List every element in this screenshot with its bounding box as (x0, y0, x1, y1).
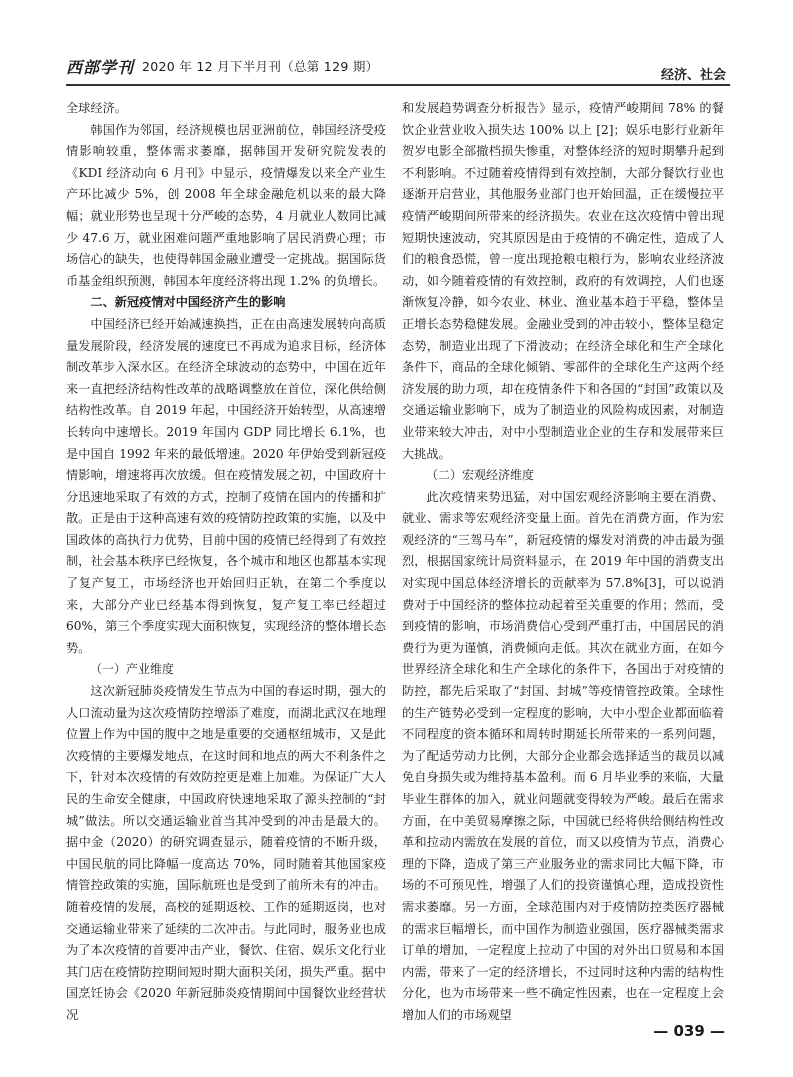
subsection-heading: （二）宏观经济维度 (426, 468, 535, 483)
right-column (402, 98, 724, 1027)
page-number: — 039 — (653, 1022, 725, 1040)
section-title: 经济、社会 (660, 68, 726, 83)
paragraph: 中国经济已经开始减速换挡，正在由高速发展转向高质量发展阶段，经济发展的速度已不再成为追求目标，经济体制改革步入深水区。在经济全球波动的态势中，中国在近年来一直把经济结构性改革的战略调整放在首位，深化供给侧结构性改革。自 2019 年起，中国经济开始转型，从高速增长转向中速增长。2019 年国内 GDP 同比增长 6.1%，也是中国自 1992 年来的最低增速。2020 年伊始受到新冠疫情影响，增速将再次放缓。但在疫情发展之初，中国政府十分迅速地采取了有效的方式，控制了疫情在国内的传播和扩散。正是由于这种高速有效的疫情防控政策的实施，以及中国政体的高执行力优势，目前中国的疫情已经得到了有效控制，社会基本秩序已经恢复，各个城市和地区也都基本实现了复产复工，市场经济也开始回归正轨，在第二个季度以来，大部分产业已经基本得到恢复，复产复工率已经超过 60%，第三个季度实现大面积恢复，实现经济的整体增长态势。 (66, 316, 386, 655)
journal-logo: 西部学刊 (66, 58, 135, 77)
issue-info: 2020 年 12 月下半月刊（总第 129 期） (142, 59, 379, 74)
paragraph: 此次疫情来势迅猛，对中国宏观经济影响主要在消费、就业、需求等宏观经济变量上面。首先在消费方面，作为宏观经济的“三驾马车”，新冠疫情的爆发对消费的冲击最为强烈，根据国家统计局资料显示，在 2019 年中国的消费支出对实现中国总体经济增长的贡献率为 57.8%[3]，可以说消费对于中国经济的整体拉动起着至关重要的作用；然而，受到疫情的影响，市场消费信心受到严重打击，中国居民的消费行为更为谨慎，消费倾向走低。其次在就业方面，在如今世界经济全球化和生产全球化的条件下，各国出于对疫情的防控，都先后采取了“封国、封城”等疫情管控政策。全球性的生产链势必受到一定程度的影响，大中小型企业都面临着不同程度的资本循环和周转时期延长所带来的一系列问题，为了配适劳动力比例，大部分企业都会选择适当的裁员以减免自身损失或为维持基本盈利。而 6 月毕业季的来临，大量毕业生群体的加入，就业问题就变得较为严峻。最后在需求方面，在中美贸易摩擦之际，中国就已经将供给侧结构性改革和拉动内需放在发展的首位，而又以疫情为节点，消费心理的下降，造成了第三产业服务业的需求同比大幅下降，市场的不可预见性，增强了人们的投资谨慎心理，造成投资性需求萎靡。另一方面，全球范围内对于疫情防控类医疗器械的需求巨幅增长，而中国作为制造业强国，医疗器械类需求订单的增加，一定程度上拉动了中国的对外出口贸易和本国内需，带来了一定的经济增长，不过同时这种内需的结构性分化，也为市场带来一些不确定性因素，也在一定程度上会增加人们的市场观望 (402, 489, 724, 1022)
paragraph: 这次新冠肺炎疫情发生节点为中国的春运时期，强大的人口流动量为这次疫情防控增添了难度，而湖北武汉在地理位置上作为中国的腹中之地是重要的交通枢纽城市，又是此次疫情的主要爆发地点，在这时间和地点的两大不利条件之下，针对本次疫情的有效防控更是难上加难。为保证广大人民的生命安全健康，中国政府快速地采取了源头控制的“封城”做法。所以交通运输业首当其冲受到的冲击是最大的。据中金（2020）的研究调查显示，随着疫情的不断升级，中国民航的同比降幅一度高达 70%，同时随着其他国家疫情管控政策的实施，国际航班也是受到了前所未有的冲击。随着疫情的发展，高校的延期返校、工作的延期返岗，也对交通运输业带来了延续的二次冲击。与此同时，服务业也成为了本次疫情的首要冲击产业，餐饮、住宿、娱乐文化行业其门店在疫情防控期间短时期大面积关闭，损失严重。据中国烹饪协会《2020 年新冠肺炎疫情期间中国餐饮业经营状况 (66, 684, 386, 1022)
page-header (66, 44, 730, 88)
paragraph: 和发展趋势调查分析报告》显示，疫情严峻期间 78% 的餐饮企业营业收入损失达 100% 以上 [2]；娱乐电影行业新年贺岁电影全部撤档损失惨重，对整体经济的短时期攀升起到不利影响。不过随着疫情得到有效控制，大部分餐饮行业也逐渐开启营业，其他服务业部门也开始回温，正在缓慢拉平疫情严峻期间所带来的经济损失。农业在这次疫情中曾出现短期快速波动，究其原因是由于疫情的不确定性，造成了人们的粮食恐慌，曾一度出现抢粮屯粮行为，影响农业经济波动，如今随着疫情的有效控制，政府的有效调控，人们也逐渐恢复冷静，如今农业、林业、渔业基本趋于平稳，整体呈正增长态势稳健发展。金融业受到的冲击较小，整体呈稳定态势，制造业出现了下滑波动；在经济全球化和生产全球化条件下，商品的全球化倾销、零部件的全球化生产这两个经济发展的助力项，却在疫情条件下和各国的“封国”政策以及交通运输业影响下，成为了制造业的风险构成因素，对制造业带来较大冲击，对中小型制造业企业的生存和发展带来巨大挑战。 (402, 101, 724, 461)
left-column (66, 98, 386, 1027)
section-heading: 二、新冠疫情对中国经济产生的影响 (90, 295, 286, 310)
subsection-heading: （一）产业维度 (90, 662, 175, 677)
paragraph: 全球经济。 (66, 101, 127, 115)
header-rule (66, 84, 730, 86)
paragraph: 韩国作为邻国，经济规模也居亚洲前位，韩国经济受疫情影响较重，整体需求萎靡，据韩国开发研究院发表的《KDI 经济动向 6 月刊》中显示，疫情爆发以来全产业生产环比减少 5%，创 2008 年全球金融危机以来的最大降幅；就业形势也呈现十分严峻的态势，4 月就业人数同比减少 47.6 万，就业困难问题严重地影响了居民消费心理；市场信心的缺失，也使得韩国金融业遭受一定挑战。据国际货币基金组织预测，韩国本年度经济将出现 1.2% 的负增长。 (66, 122, 386, 288)
